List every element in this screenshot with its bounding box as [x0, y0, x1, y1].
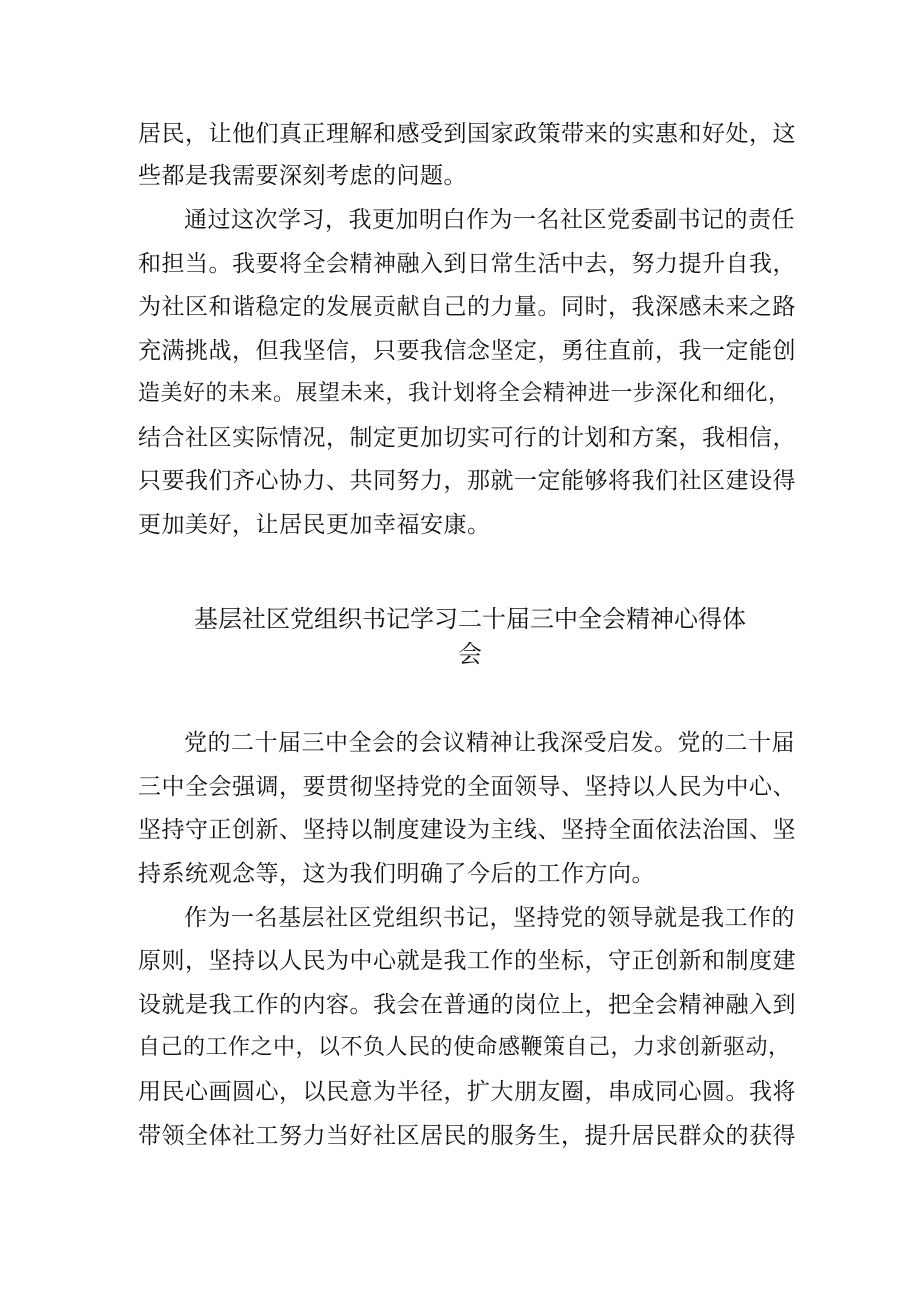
- paragraph-line: 更加美好，让居民更加幸福安康。: [138, 512, 491, 538]
- paragraph-line: 为社区和谐稳定的发展贡献自己的力量。同时，我深感未来之路: [138, 294, 796, 320]
- paragraph-line: 充满挑战，但我坚信，只要我信念坚定，勇往直前，我一定能创: [138, 338, 796, 364]
- paragraph-line: 结合社区实际情况，制定更加切实可行的计划和方案，我相信，: [138, 425, 796, 451]
- paragraph-line: 原则，坚持以人民为中心就是我工作的坐标，守正创新和制度建: [138, 948, 796, 974]
- paragraph-line: 只要我们齐心协力、共同努力，那就一定能够将我们社区建设得: [138, 468, 796, 494]
- paragraph-line: 带领全体社工努力当好社区居民的服务生，提升居民群众的获得: [138, 1123, 796, 1149]
- paragraph-line: 通过这次学习，我更加明白作为一名社区党委副书记的责任: [184, 207, 795, 233]
- paragraph-line: 作为一名基层社区党组织书记，坚持党的领导就是我工作的: [184, 905, 795, 931]
- document-title-line-2: 会: [458, 640, 482, 668]
- paragraph-line: 坚持守正创新、坚持以制度建设为主线、坚持全面依法治国、坚: [138, 817, 796, 843]
- paragraph-line: 用民心画圆心，以民意为半径，扩大朋友圈，串成同心圆。我将: [138, 1079, 796, 1105]
- paragraph-line: 造美好的未来。展望未来，我计划将全会精神进一步深化和细化，: [138, 381, 791, 406]
- paragraph-line: 居民，让他们真正理解和感受到国家政策带来的实惠和好处，这: [138, 121, 796, 147]
- paragraph-line: 三中全会强调，要贯彻坚持党的全面领导、坚持以人民为中心、: [138, 774, 796, 800]
- document-title-line-1: 基层社区党组织书记学习二十届三中全会精神心得体: [194, 605, 746, 633]
- paragraph-line: 和担当。我要将全会精神融入到日常生活中去，努力提升自我，: [138, 251, 796, 277]
- paragraph-line: 设就是我工作的内容。我会在普通的岗位上，把全会精神融入到: [138, 992, 796, 1018]
- paragraph-line: 党的二十届三中全会的会议精神让我深受启发。党的二十届: [184, 730, 795, 756]
- paragraph-line: 自己的工作之中，以不负人民的使命感鞭策自己，力求创新驱动，: [138, 1035, 791, 1060]
- paragraph-line: 些都是我需要深刻考虑的问题。: [138, 163, 467, 189]
- paragraph-line: 持系统观念等，这为我们明确了今后的工作方向。: [138, 861, 655, 887]
